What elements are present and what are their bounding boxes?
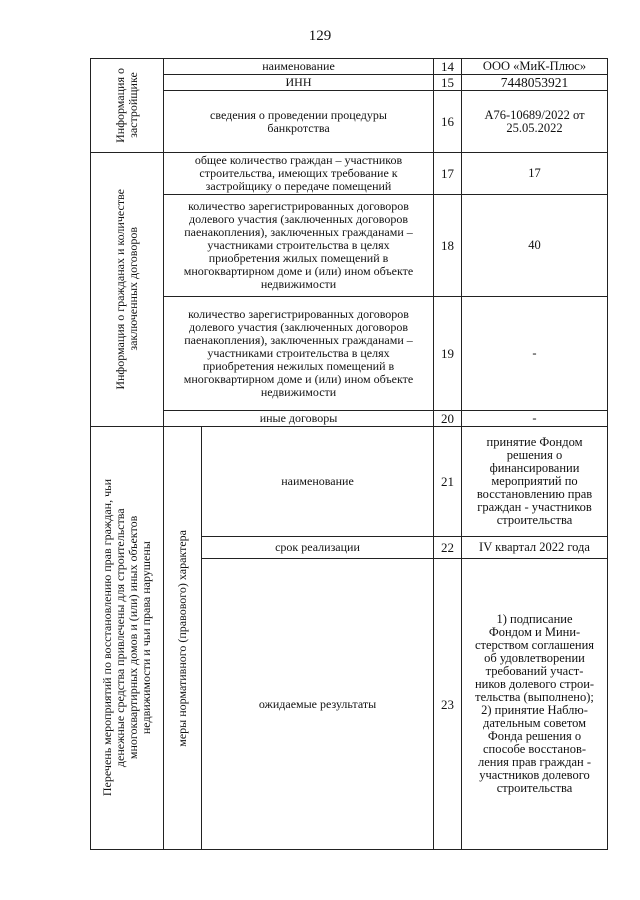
table-row (91, 427, 608, 537)
row-number: 17 (434, 153, 462, 195)
group-label: Информация о застройщике (113, 68, 140, 143)
table-row (91, 297, 608, 411)
group-developer-info (91, 59, 164, 153)
table-row (91, 153, 608, 195)
row-number: 16 (434, 91, 462, 153)
row-value: 7448053921 (462, 75, 608, 91)
group-label: Перечень мероприятий по восстановлению прав граждан, чьи денежные средства привлечены для строительства многоквартирных домов и (или) иных объектов недвижимости и чьи права нарушены (100, 479, 153, 797)
table-row (91, 75, 608, 91)
row-label: наименование (202, 427, 434, 537)
group-measures-list (91, 427, 164, 850)
row-label: иные договоры (164, 411, 434, 427)
info-table (90, 58, 608, 850)
group-label: Информация о гражданах и количестве заключенных договоров (113, 189, 140, 390)
row-value: 17 (462, 153, 608, 195)
row-value: - (462, 411, 608, 427)
row-label: количество зарегистрированных договоров долевого участия (заключенных договоров паенакопления), заключенных гражданами – участниками строительства в целях приобретения нежилых помещений в многоквартирном доме и (или) ином объекте недвижимости (164, 297, 434, 411)
row-value: принятие Фондом решения о финансировании мероприятий по восстановлению прав граждан - участников строительства (462, 427, 608, 537)
group-label: меры нормативного (правового) характера (175, 529, 189, 747)
row-number: 14 (434, 59, 462, 75)
row-label: наименование (164, 59, 434, 75)
row-number: 21 (434, 427, 462, 537)
row-value: IV квартал 2022 года (462, 537, 608, 559)
table-row (91, 411, 608, 427)
row-label: количество зарегистрированных договоров долевого участия (заключенных договоров паенакопления), заключенных гражданами – участниками строительства в целях приобретения жилых помещений в многоквартирном доме и (или) ином объекте недвижимости (164, 195, 434, 297)
row-label: ИНН (164, 75, 434, 91)
row-number: 20 (434, 411, 462, 427)
row-value: - (462, 297, 608, 411)
row-value: 40 (462, 195, 608, 297)
row-number: 22 (434, 537, 462, 559)
row-value: ООО «МиК-Плюс» (462, 59, 608, 75)
page-number: 129 (308, 28, 332, 44)
row-label: общее количество граждан – участников строительства, имеющих требование к застройщику о передаче помещений (164, 153, 434, 195)
row-label: сведения о проведении процедуры банкротства (164, 91, 434, 153)
row-label: ожидаемые результаты (202, 559, 434, 850)
row-value: 1) подписание Фондом и Мини- стерством соглашения об удовлетворении требований участ- ников долевого строи- тельства (выполнено); 2) принятие Наблю- дательным советом Фонда решения о способе восстанов- ления прав граждан - участников долевого строительства (462, 559, 608, 850)
table-row (91, 59, 608, 75)
group-citizens-info (91, 153, 164, 427)
row-number: 18 (434, 195, 462, 297)
table-row (91, 91, 608, 153)
group-normative-measures (164, 427, 202, 850)
row-number: 15 (434, 75, 462, 91)
row-value: А76-10689/2022 от 25.05.2022 (462, 91, 608, 153)
row-number: 23 (434, 559, 462, 850)
row-number: 19 (434, 297, 462, 411)
row-label: срок реализации (202, 537, 434, 559)
table-row (91, 195, 608, 297)
